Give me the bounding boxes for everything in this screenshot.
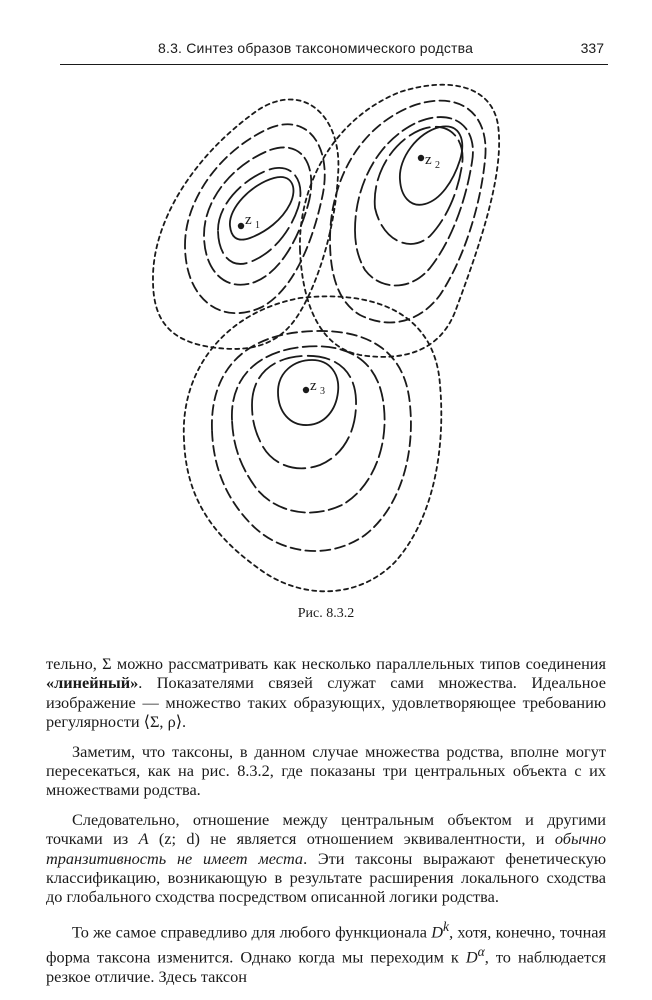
- paragraph-3: Следовательно, отношение между центральным объектом и другими точками из A (z; d) не является отношением эквивалентности, и обычно транзитивность не имеет места. Эти таксоны выражают фенетическую классификацию, возникающую в результате расширения локального сходства до глобального сходства посредством описанной логики родства.: [46, 809, 606, 907]
- page-number: 337: [580, 40, 604, 56]
- figure-caption: Рис. 8.3.2: [297, 606, 355, 621]
- bold-term: «линейный»: [46, 673, 139, 693]
- z2-label-subscript: 2: [435, 160, 440, 171]
- paragraph-4: То же самое справедливо для любого функционала $D^k$, хотя, конечно, точная форма таксона изменится. Однако когда мы переходим к $D^\alpha$, то наблюдается резкое отличие. Здесь таксон: [46, 918, 606, 986]
- running-title: 8.3. Синтез образов таксономического родства: [158, 40, 474, 56]
- z1-label-subscript: 1: [255, 220, 260, 231]
- figure-8-3-2: [140, 80, 520, 600]
- z1-point: [238, 223, 244, 229]
- z2-contour-3: [330, 101, 486, 323]
- z3-point: [303, 387, 309, 393]
- page-header: [60, 38, 608, 65]
- z3-contour-outer: [184, 296, 442, 591]
- z2-contour-1: [375, 127, 463, 244]
- paragraph-1: тельно, Σ можно рассматривать как несколько параллельных типов соединения «линейный». Показателями связей служат сами множества. Идеальное изображение — множество таких образующих, удовлетворяющее требованию регулярности ⟨Σ, ρ⟩.: [46, 654, 606, 732]
- italic-phrase: обычно транзитивность не имеет места: [46, 829, 606, 868]
- z3-contour-1: [252, 356, 356, 469]
- z2-point: [418, 155, 424, 161]
- contour-diagram: [140, 80, 520, 600]
- z1-contour-inner: [230, 177, 294, 240]
- paragraph-2: Заметим, что таксоны, в данном случае множества родства, вполне могут пересекаться, как на рис. 8.3.2, где показаны три центральных объекта с их множествами родства.: [46, 741, 606, 800]
- z1-label: z: [245, 212, 252, 228]
- z3-contour-3: [212, 331, 411, 551]
- z3-label-subscript: 3: [320, 386, 325, 397]
- body-text: [46, 654, 606, 996]
- z2-label: z: [425, 152, 432, 168]
- z3-label: z: [310, 378, 317, 394]
- z3-contour-inner: [278, 360, 338, 425]
